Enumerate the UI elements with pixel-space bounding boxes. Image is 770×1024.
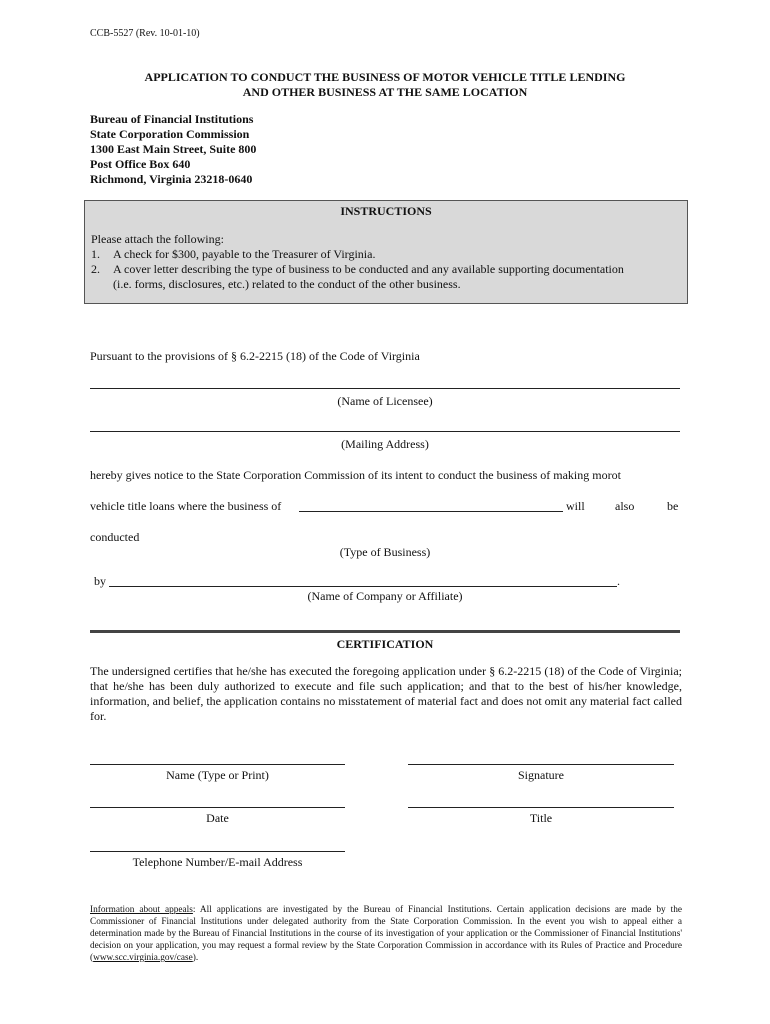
- be-text: be: [667, 499, 679, 513]
- mailing-address-label: (Mailing Address): [341, 437, 429, 451]
- scc-case-link[interactable]: www.scc.virginia.gov/case: [93, 953, 193, 963]
- by-end-period: .: [617, 574, 620, 588]
- instructions-box: [84, 200, 688, 304]
- appeals-text: : All applications are investigated by the Bureau of Financial Institutions. Certain application decisions are made by the Commissioner of Financial Institutions under delegated authority from the State Corporation Commission. In the event you wish to appeal either a determination made by the Bureau of Financial Institutions in the course of its investigation of your application or the Commissioner of Financial Institutions' decision on your application, you may request a formal review by the State Corporation Commission in accordance with its Rules of Practice and Procedure (: [90, 905, 682, 963]
- type-of-business-field[interactable]: [299, 511, 563, 512]
- section-divider: [90, 630, 680, 633]
- instruction-item-2-continued: (i.e. forms, disclosures, etc.) related to the conduct of the other business.: [113, 277, 461, 291]
- mailing-address-field[interactable]: [90, 431, 680, 432]
- certification-text: The undersigned certifies that he/she has executed the foregoing application under § 6.2-2215 (18) of the Code of Virginia; that he/she has been duly authorized to execute and file such application; and that to the best of his/her knowledge, information, and belief, the application contains no misstatement of material fact and does not omit any material fact called for.: [90, 664, 682, 723]
- address-line: Bureau of Financial Institutions: [90, 112, 254, 126]
- signature-field[interactable]: [408, 764, 674, 765]
- appeals-heading: Information about appeals: [90, 905, 193, 915]
- title-field[interactable]: [408, 807, 674, 808]
- certification-heading: CERTIFICATION: [336, 637, 434, 651]
- title-line-1: APPLICATION TO CONDUCT THE BUSINESS OF MOTOR VEHICLE TITLE LENDING: [144, 70, 626, 84]
- name-label: Name (Type or Print): [166, 768, 269, 782]
- phone-email-field[interactable]: [90, 851, 345, 852]
- date-label: Date: [206, 811, 229, 825]
- address-line: Post Office Box 640: [90, 157, 191, 171]
- address-line: 1300 East Main Street, Suite 800: [90, 142, 257, 156]
- phone-email-label: Telephone Number/E-mail Address: [132, 855, 303, 869]
- address-line: State Corporation Commission: [90, 127, 250, 141]
- instruction-item-2: [91, 262, 624, 277]
- instructions-body: [91, 232, 624, 292]
- also-text: also: [615, 499, 635, 513]
- instructions-heading: INSTRUCTIONS: [340, 204, 432, 218]
- notice-text: hereby gives notice to the State Corporation Commission of its intent to conduct the business of making morot: [90, 468, 621, 482]
- vehicle-loans-text: vehicle title loans where the business of: [90, 499, 282, 513]
- company-name-field[interactable]: [109, 586, 617, 587]
- licensee-name-field[interactable]: [90, 388, 680, 389]
- instruction-number: 1.: [91, 247, 100, 261]
- form-id: CCB-5527 (Rev. 10-01-10): [90, 28, 200, 39]
- date-field[interactable]: [90, 807, 345, 808]
- instruction-number: 2.: [91, 262, 100, 276]
- title-line-2: AND OTHER BUSINESS AT THE SAME LOCATION: [242, 85, 528, 99]
- title-label: Title: [529, 811, 553, 825]
- appeals-text-end: ).: [192, 953, 199, 963]
- instructions-intro: Please attach the following:: [91, 232, 224, 246]
- by-text: by: [94, 574, 106, 588]
- instruction-text: A cover letter describing the type of business to be conducted and any available supporting documentation: [113, 262, 624, 276]
- instruction-text: A check for $300, payable to the Treasurer of Virginia.: [113, 247, 376, 261]
- will-text: will: [566, 499, 585, 513]
- conducted-text: conducted: [90, 530, 140, 544]
- licensee-name-label: (Name of Licensee): [337, 394, 433, 408]
- document-title: [0, 70, 770, 100]
- signature-label: Signature: [518, 768, 564, 782]
- name-field[interactable]: [90, 764, 345, 765]
- appeals-footnote: [90, 904, 682, 964]
- pursuant-text: Pursuant to the provisions of § 6.2-2215 (18) of the Code of Virginia: [90, 349, 420, 363]
- company-name-label: (Name of Company or Affiliate): [307, 589, 463, 603]
- bureau-address: [90, 112, 256, 187]
- address-line: Richmond, Virginia 23218-0640: [90, 172, 253, 186]
- type-of-business-label: (Type of Business): [339, 545, 431, 559]
- instruction-item-1: [91, 247, 624, 262]
